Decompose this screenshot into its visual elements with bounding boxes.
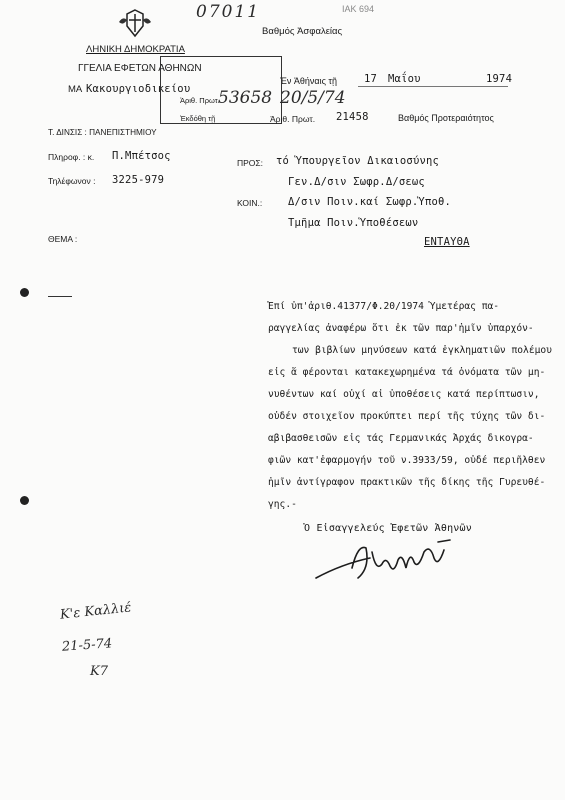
stamp-arith-prot-label: Ἀριθ. Πρωτ.: [180, 96, 220, 105]
place-date-label: Ἐν Ἀθήναις τῇ: [280, 76, 337, 86]
stamp-handwritten-date: 20/5/74: [280, 88, 346, 108]
to-line-1: τό Ὑπουργεῖον Δικαιοσύνης: [276, 155, 440, 167]
local-delivery: ΕΝΤΑΥΘΑ: [424, 236, 470, 248]
arith-prot-label: Ἀριθ. Πρωτ.: [270, 114, 316, 124]
body-line-6: οὐδέν στοιχεῖον προκύπτει περί τῆς τύχης τῶν δι-: [268, 411, 546, 422]
info-name: Π.Μπέτσος: [112, 150, 171, 162]
date-year: 1974: [486, 73, 513, 85]
margin-note-line-3: Κ7: [90, 664, 108, 679]
coat-of-arms-emblem: [117, 8, 153, 40]
koin-line-1: Δ/σιν Ποιν.καί Σωφρ.Ὑποθ.: [288, 196, 452, 208]
stamp-protocol-number: 53658: [218, 88, 273, 108]
body-line-7: αβιβασθεισῶν εἰς τάς Γερμανικάς Ἀρχάς δικογρα-: [268, 433, 534, 444]
punch-hole-bottom: [20, 496, 29, 505]
stamp-ekdothi-label: Ἐκδόθη τῇ: [180, 114, 216, 123]
direction-address: Τ. ΔΙΝΣΙΣ : ΠΑΝΕΠΙΣΤΗΜΙΟΥ: [48, 128, 157, 137]
punch-hole-top: [20, 288, 29, 297]
dept-name: Κακουργιοδικείου: [86, 83, 191, 95]
body-line-3: των βιβλίων μηνύσεων κατά ἐγκληματιῶν πολέμου: [292, 345, 552, 356]
subject-label: ΘΕΜΑ :: [48, 234, 78, 244]
dept-prefix: ΜΑ: [68, 84, 83, 95]
to-line-2: Γεν.Δ/σιν Σωφρ.Δ/σεως: [288, 176, 425, 188]
top-right-faint-mark: ΙΑΚ 694: [342, 4, 375, 14]
body-line-2: ραγγελίας ἀναφέρω ὅτι ἐκ τῶν παρ'ἡμῖν ὑπαρχόν-: [268, 323, 534, 334]
koin-line-2: Τμῆμα Ποιν.Ὑποθέσεων: [288, 217, 419, 229]
body-line-9: ἡμῖν ἀντίγραφον πρακτικῶν τῆς δίκης τῆς Γυρευθέ-: [268, 477, 546, 488]
koin-label: ΚΟΙΝ.:: [237, 198, 263, 208]
date-month: Μαΐου: [388, 73, 421, 85]
body-line-1: Ἐπί ὑπ'ἀριθ.41377/Φ.20/1974 Ὑμετέρας πα-: [268, 301, 500, 312]
body-line-5: νυθέντων καί οὐχί αἱ ὑποθέσεις κατά περίπτωσιν,: [268, 389, 540, 400]
body-line-8: φιῶν κατ'ἐφαρμογήν τοῦ ν.3933/59, οὐδέ περιῆλθεν: [268, 455, 546, 466]
info-label: Πληροφ. : κ.: [48, 152, 95, 162]
margin-note-line-1: Κ'ε Καλλιέ: [59, 600, 133, 623]
priority-grade: Βαθμός Προτεραιότητος: [398, 113, 494, 123]
arith-prot-value: 21458: [336, 111, 369, 123]
date-day: 17: [364, 73, 378, 85]
security-grade: Βαθμός Ἀσφαλείας: [262, 26, 343, 37]
office-header: ΓΓΕΛΙΑ ΕΦΕΤΩΝ ΑΘΗΝΩΝ: [78, 63, 202, 74]
signatory-title: Ὁ Εἰσαγγελεύς Ἐφετῶν Ἀθηνῶν: [304, 523, 472, 534]
body-line-10: γης.-: [268, 499, 297, 510]
phone-label: Τηλέφωνον :: [48, 176, 96, 186]
phone-value: 3225-979: [112, 174, 165, 186]
top-handwritten-number: 07011: [196, 2, 261, 22]
margin-dash-1: [48, 296, 72, 297]
date-underline: [358, 86, 508, 87]
handwritten-signature: [312, 538, 462, 588]
republic-header: ΛΗΝΙΚΗ ΔΗΜΟΚΡΑΤΙΑ: [86, 44, 185, 55]
body-line-4: εἰς ἅ φέρονται κατακεχωρημένα τά ὀνόματα τῶν μη-: [268, 367, 546, 378]
to-label: ΠΡΟΣ:: [237, 158, 264, 168]
margin-note-line-2: 21-5-74: [61, 636, 113, 655]
